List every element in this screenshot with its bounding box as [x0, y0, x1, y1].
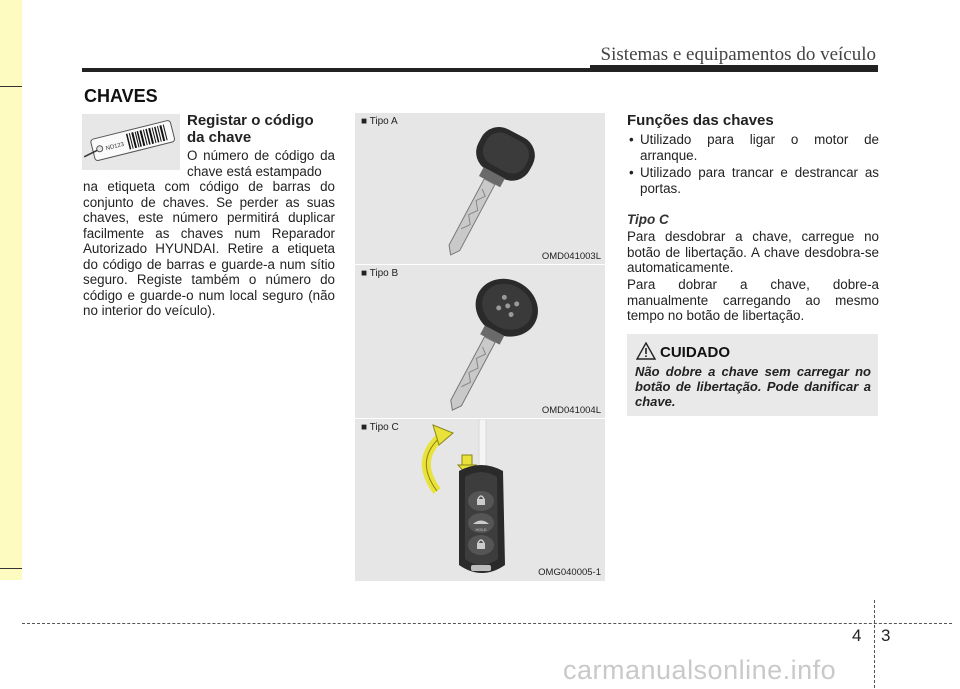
list-item-text: Utilizado para trancar e destrancar as portas.	[640, 165, 879, 196]
caution-box	[627, 334, 878, 416]
side-divider-top	[0, 86, 22, 87]
caution-text: Não dobre a chave sem carregar no botão de libertação. Pode danificar a chave.	[635, 364, 871, 409]
bullet: •	[629, 165, 634, 180]
key-type-b-illustration	[355, 265, 605, 419]
key-type-c-illustration	[355, 419, 605, 581]
tipo-c-text-unfold: Para desdobrar a chave, carregue no botão de libertação. A chave desdobra-se automaticamente.	[627, 229, 879, 275]
figure-key-type-b	[355, 264, 605, 419]
key-tag-image	[82, 114, 180, 170]
tag-code-text: ND123	[105, 141, 125, 153]
footer-rule	[22, 623, 952, 624]
watermark: carmanualsonline.info	[563, 655, 837, 685]
list-item	[627, 132, 879, 163]
page-number: 3	[881, 626, 891, 645]
figure-key-type-c	[355, 418, 605, 581]
figure-code-a: OMD041003L	[541, 251, 601, 262]
register-code-text-body: na etiqueta com código de barras do conjunto de chaves. Se perder as suas chaves, este número permitirá duplicar facilmente as chaves num Reparador Autorizado HYUNDAI. Retire a etiqueta do código de barras e guarde-a num sítio seguro. Registe também o número do código e guarde-o num local seguro (não no interior do veículo).	[83, 179, 335, 318]
figure-code-c: OMG040005-1	[538, 567, 601, 578]
hold-label: HOLD	[475, 527, 487, 532]
figure-code-b: OMD041004L	[541, 405, 601, 416]
key-functions-title: Funções das chaves	[627, 112, 774, 129]
register-code-text-intro: O número de código da chave está estampado	[187, 148, 335, 179]
caution-title: CUIDADO	[660, 344, 730, 361]
figure-label-b: ■ Tipo B	[361, 268, 399, 279]
list-item-text: Utilizado para ligar o motor de arranque.	[640, 132, 879, 163]
bullet: •	[629, 132, 634, 147]
figure-key-type-a	[355, 113, 605, 265]
chapter-title: Sistemas e equipamentos do veículo	[600, 44, 876, 65]
tipo-c-text-fold: Para dobrar a chave, dobre-a manualmente carregando ao mesmo tempo no botão de libertação.	[627, 277, 879, 323]
side-divider-bottom	[0, 568, 22, 569]
footer-divider	[874, 600, 875, 688]
figure-label-a: ■ Tipo A	[361, 116, 398, 127]
list-item	[627, 165, 879, 196]
tipo-c-title: Tipo C	[627, 212, 669, 227]
register-code-title: Registar o código da chave	[187, 112, 314, 146]
key-functions-list	[627, 132, 879, 198]
figure-label-c: ■ Tipo C	[361, 422, 399, 433]
header-rule-accent	[590, 65, 878, 71]
section-title: CHAVES	[84, 86, 158, 106]
key-type-a-illustration	[355, 113, 605, 265]
chapter-number: 4	[852, 626, 862, 645]
side-tab	[0, 0, 22, 580]
warning-icon	[636, 342, 656, 360]
